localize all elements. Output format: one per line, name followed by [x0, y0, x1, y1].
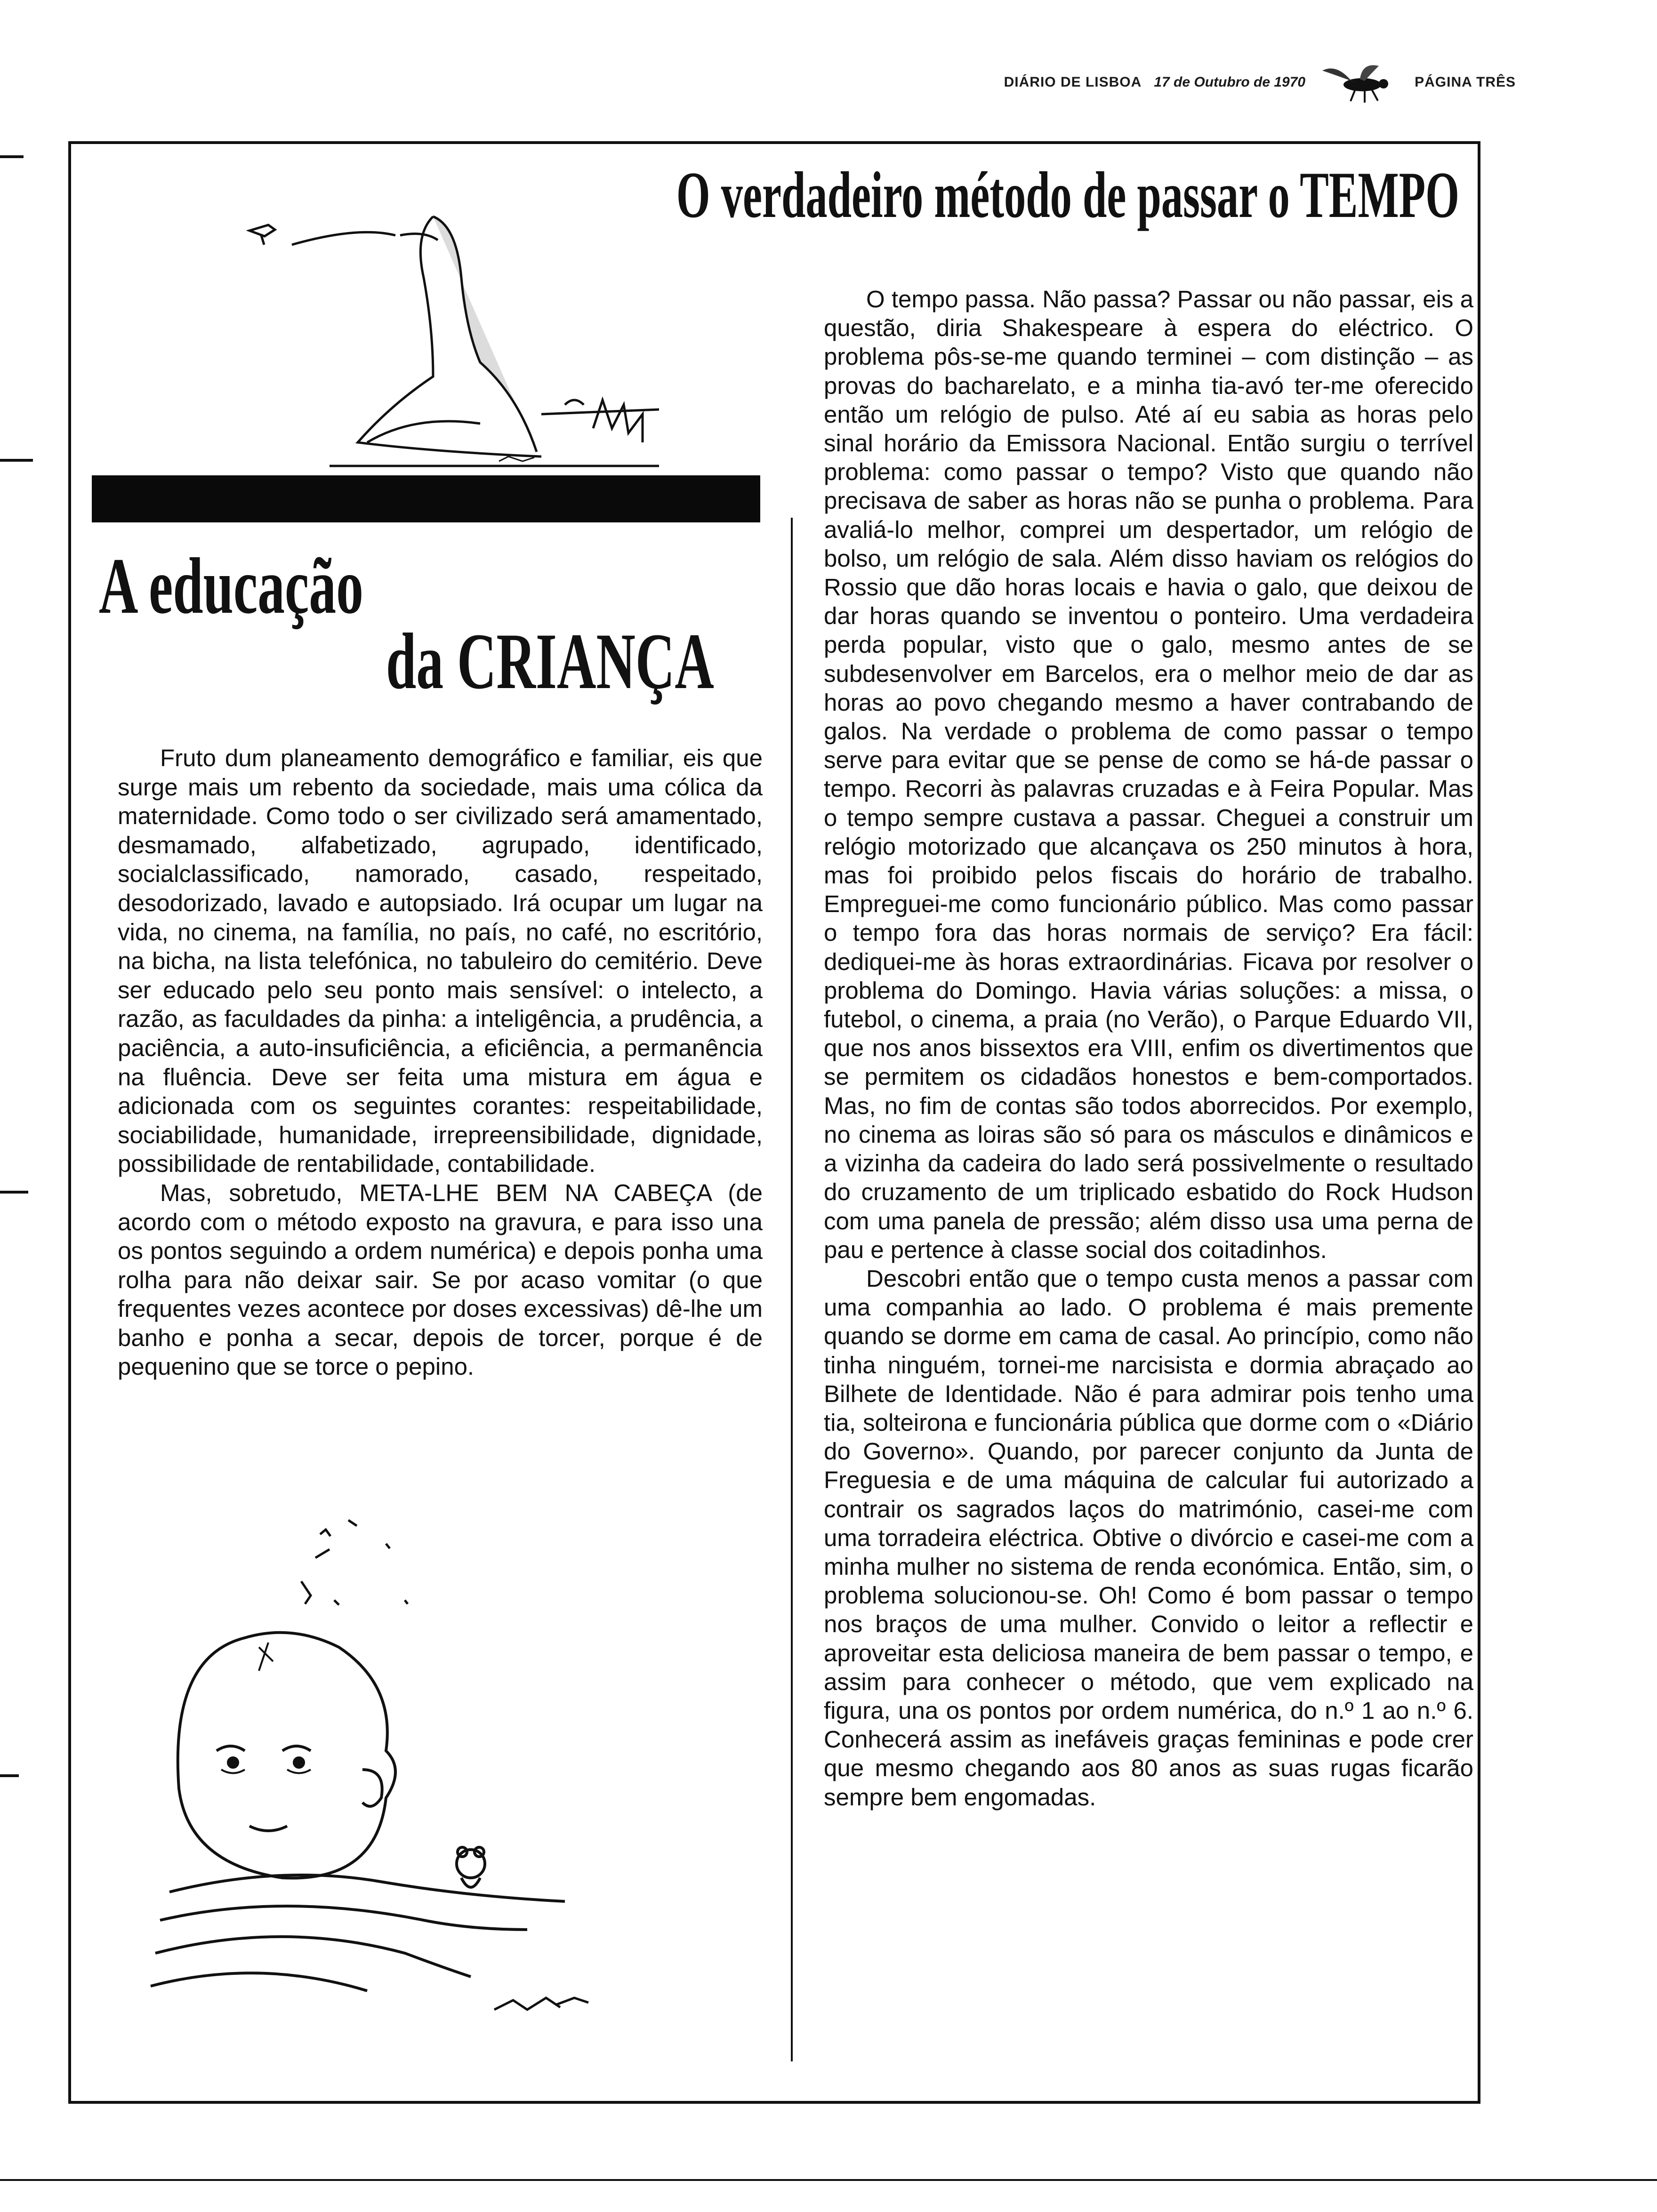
- article-title-time: O verdadeiro método de passar o TEMPO: [676, 159, 1459, 232]
- child-paragraph-2: Mas, sobretudo, META-LHE BEM NA CABEÇA (de acordo com o método exposto na gravura, e para isso una os pontos seguindo a ordem numérica) e depois ponha uma rolha para não deixar sair. Se por acaso vomitar (o que frequentes vezes acontece por doses excessivas) dê-lhe um banho e ponha a secar, depois de torcer, porque é de pequenino que se torce o pepino.: [118, 1179, 763, 1380]
- fly-icon: [1318, 61, 1402, 104]
- child-paragraph-1: Fruto dum planeamento demográfico e familiar, eis que surge mais um rebento da sociedade, mais uma cólica da maternidade. Como todo o ser civilizado será amamentado, desmamado, alfabetizado, agrupado, identificado, socialclassificado, namorado, casado, respeitado, desodorizado, lavado e autopsiado. Irá ocupar um lugar na vida, no cinema, na família, no país, no café, no escritório, na bicha, na lista telefónica, no tabuleiro do cemitério. Deve ser educado pelo seu ponto mais sensível: o intelecto, a razão, as faculdades da pinha: a inteligência, a prudência, a paciência, a auto-insuficiência, a eficiência, a permanência na fluência. Deve ser feita uma mistura em água e adicionada com os seguintes corantes: respeitabilidade, sociabilidade, humanidade, irrepreensibilidade, dignidade, possibilidade de rentabilidade, contabilidade.: [118, 745, 763, 1178]
- margin-mark: [0, 1774, 19, 1777]
- time-paragraph-1: O tempo passa. Não passa? Passar ou não passar, eis a questão, diria Shakespeare à espera do eléctrico. O problema pôs-se-me quando terminei – com distinção – as provas do bacharelato, e a minha tia-avó ter-me oferecido então um relógio de pulso. Até aí eu sabia as horas pelo sinal horário da Emissora Nacional. Então surgiu o terrível problema: como passar o tempo? Visto que quando não precisava de saber as horas não se punha o problema. Para avaliá-lo melhor, comprei um despertador, um relógio de bolso, um relógio de sala. Além disso haviam os relógios do Rossio que dão horas locais e havia o galo, que deixou de dar horas quando se inventou o ponteiro. Uma verdadeira perda popular, visto que o galo, mesmo antes de se subdesenvolver em Barcelos, era o melhor meio de dar as horas ao povo chegando mesmo a haver contrabando de galos. Na verdade o problema de como passar o tempo serve para evitar que se pense de como se há-de passar o tempo. Recorri às palavras cruzadas e à Feira Popular. Mas o tempo sempre custava a passar. Cheguei a construir um relógio motorizado que alcançava os 250 minutos à hora, mas foi proibido pelos fiscais do horário de trabalho. Empreguei-me como funcionário público. Mas como passar o tempo fora das horas normais de serviço? Era fácil: dediquei-me às horas extraordinárias. Ficava por resolver o problema do Domingo. Havia várias soluções: a missa, o futebol, o cinema, a praia (no Verão), o Parque Eduardo VII, que nos anos bissextos era VIII, enfim os divertimentos que se permitem os cidadãos honestos e bem-comportados. Mas, no fim de contas são todos aborrecidos. Por exemplo, no cinema as loiras são só para os másculos e dinâmicos e a vizinha da cadeira do lado será possivelmente o resultado do cruzamento de um triplicado esbatido do Rock Hudson com uma panela de pressão; além disso usa uma perna de pau e pertence à classe social dos coitadinhos.: [824, 286, 1473, 1263]
- margin-mark: [0, 459, 33, 462]
- time-article-body: [824, 285, 1473, 1811]
- margin-mark: [0, 155, 24, 158]
- woman-illustration: [235, 207, 659, 485]
- title-line-2: da CRIANÇA: [386, 617, 714, 705]
- column-divider: [791, 518, 793, 2061]
- black-separator-bar: [92, 475, 760, 522]
- title-line-1: A educação: [99, 542, 363, 630]
- time-paragraph-2: Descobri então que o tempo custa menos a passar com uma companhia ao lado. O problema é mais premente quando se dorme em cama de casal. Ao princípio, como não tinha ninguém, tornei-me narcisista e dormia abraçado ao Bilhete de Identidade. Não é para admirar pois tenho uma tia, solteirona e funcionária pública que dorme com o «Diário do Governo». Quando, por parecer conjunto da Junta de Freguesia e de uma máquina de calcular fui autorizado a contrair os sagrados laços do matrimónio, casei-me com uma torradeira eléctrica. Obtive o divórcio e casei-me com a minha mulher no sistema de renda económica. Então, sim, o problema solucionou-se. Oh! Como é bom passar o tempo nos braços de uma mulher. Convido o leitor a reflectir e aproveitar esta deliciosa maneira de bem passar o tempo, e assim para conhecer o método, que vem explicado na figura, una os pontos por ordem numérica, do n.º 1 ao n.º 6. Conhecerá assim as inefáveis graças femininas e pode crer que mesmo chegando aos 80 anos as suas rugas ficarão sempre bem engomadas.: [824, 1265, 1473, 1811]
- page-label: PÁGINA TRÊS: [1415, 74, 1516, 90]
- baby-illustration: [141, 1506, 706, 2043]
- child-article-body: [118, 744, 763, 1381]
- newspaper-name: DIÁRIO DE LISBOA: [1004, 74, 1142, 90]
- page-header: [1004, 66, 1516, 99]
- issue-date: 17 de Outubro de 1970: [1154, 74, 1306, 90]
- footer-rule: [0, 2179, 1657, 2181]
- margin-mark: [0, 1191, 28, 1194]
